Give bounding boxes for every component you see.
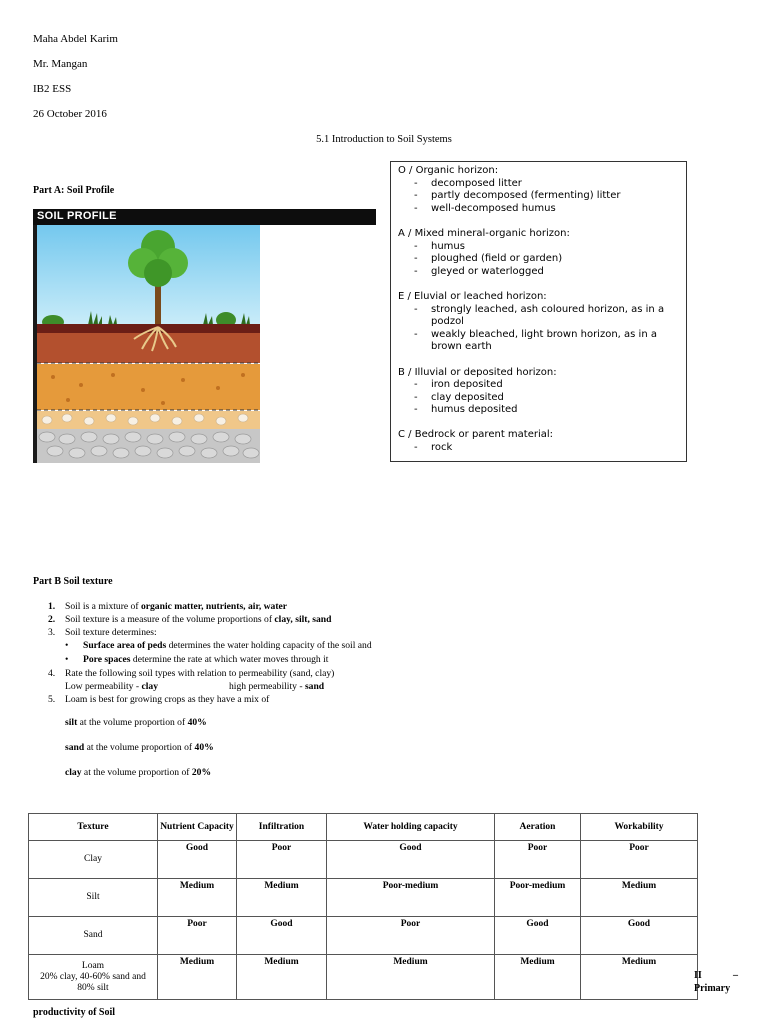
soil-profile-banner xyxy=(33,209,376,225)
side-heading-line1: II – xyxy=(694,970,738,981)
permeability-low: Low permeability - clay xyxy=(65,681,158,692)
horizon-title: A / Mixed mineral-organic horizon: xyxy=(398,227,570,239)
table-cell: Medium xyxy=(158,955,237,1000)
table-cell: Good xyxy=(495,917,581,955)
horizon-c xyxy=(398,429,679,454)
mix-sand: sand at the volume proportion of 40% xyxy=(65,742,214,753)
part-a-heading: Part A: Soil Profile xyxy=(33,185,115,196)
column-header: Texture xyxy=(29,814,158,841)
table-header-row xyxy=(29,814,698,841)
mix-silt: silt at the volume proportion of 40% xyxy=(65,717,207,728)
table-cell: Good xyxy=(158,841,237,879)
horizon-title: O / Organic horizon: xyxy=(398,165,499,176)
table-row xyxy=(29,917,698,955)
texture-cell: Sand xyxy=(29,917,158,955)
soil-profile-banner-text: SOIL PROFILE xyxy=(37,210,117,222)
texture-cell: Silt xyxy=(29,879,158,917)
horizon-item: - humus deposited xyxy=(398,404,679,417)
horizon-item: - strongly leached, ash coloured horizon, as in a podzol xyxy=(398,304,679,329)
table-cell: Poor xyxy=(158,917,237,955)
table-cell: Medium xyxy=(237,955,327,1000)
part-b-heading: Part B Soil texture xyxy=(33,576,113,587)
horizon-item: - decomposed litter xyxy=(398,178,679,191)
texture-note: 20% clay, 40-60% sand and 80% silt xyxy=(40,971,146,993)
permeability-high: high permeability - sand xyxy=(229,681,325,692)
horizon-item: - partly decomposed (fermenting) litter xyxy=(398,190,679,203)
table-cell: Good xyxy=(237,917,327,955)
horizon-item: - ploughed (field or garden) xyxy=(398,253,679,266)
soil-texture-table xyxy=(28,813,698,1000)
column-header: Nutrient Capacity xyxy=(158,814,237,841)
class-name: IB2 ESS xyxy=(33,83,72,95)
horizon-title: C / Bedrock or parent material: xyxy=(398,429,554,441)
table-cell: Poor xyxy=(581,841,698,879)
table-cell: Poor xyxy=(327,917,495,955)
table-cell: Good xyxy=(327,841,495,879)
document-title: 5.1 Introduction to Soil Systems xyxy=(316,134,452,145)
column-header: Water holding capacity xyxy=(327,814,495,841)
bullet-dot: • xyxy=(65,640,69,651)
column-header: Workability xyxy=(581,814,698,841)
table-row xyxy=(29,841,698,879)
horizon-title: E / Eluvial or leached horizon: xyxy=(398,290,547,302)
horizon-item: - clay deposited xyxy=(398,392,679,405)
horizon-item: - well-decomposed humus xyxy=(398,203,679,216)
soil-profile-illustration xyxy=(33,225,376,463)
horizon-b xyxy=(398,367,679,417)
student-name: Maha Abdel Karim xyxy=(33,33,118,45)
soil-profile-image xyxy=(33,209,376,463)
horizon-title: B / Illuvial or deposited horizon: xyxy=(398,366,557,378)
horizon-o xyxy=(398,165,679,215)
table-row xyxy=(29,955,698,1000)
table-cell: Medium xyxy=(581,955,698,1000)
footer-heading: productivity of Soil xyxy=(33,1007,116,1018)
table-cell: Medium xyxy=(237,879,327,917)
table-cell: Poor xyxy=(495,841,581,879)
table-cell: Medium xyxy=(495,955,581,1000)
horizon-item: - gleyed or waterlogged xyxy=(398,266,679,279)
table-cell: Poor xyxy=(237,841,327,879)
horizon-e xyxy=(398,291,679,354)
horizon-item: - rock xyxy=(398,442,679,455)
mix-clay: clay at the volume proportion of 20% xyxy=(65,767,212,778)
table-cell: Medium xyxy=(158,879,237,917)
teacher-name: Mr. Mangan xyxy=(33,58,88,70)
document-date: 26 October 2016 xyxy=(33,108,107,120)
table-row xyxy=(29,879,698,917)
texture-cell xyxy=(29,955,158,1000)
horizon-item: - iron deposited xyxy=(398,379,679,392)
table-cell: Medium xyxy=(581,879,698,917)
table-cell: Poor-medium xyxy=(495,879,581,917)
table-cell: Medium xyxy=(327,955,495,1000)
column-header: Aeration xyxy=(495,814,581,841)
horizon-item: - humus xyxy=(398,241,679,254)
table-cell: Poor-medium xyxy=(327,879,495,917)
horizon-a xyxy=(398,228,679,278)
side-heading-line2: Primary xyxy=(694,983,731,994)
bullet-dot: • xyxy=(65,654,69,665)
horizon-description-box xyxy=(390,161,687,462)
table-cell: Good xyxy=(581,917,698,955)
texture-name: Loam xyxy=(81,960,105,971)
column-header: Infiltration xyxy=(237,814,327,841)
texture-cell: Clay xyxy=(29,841,158,879)
horizon-item: - weakly bleached, light brown horizon, as in a brown earth xyxy=(398,329,679,354)
